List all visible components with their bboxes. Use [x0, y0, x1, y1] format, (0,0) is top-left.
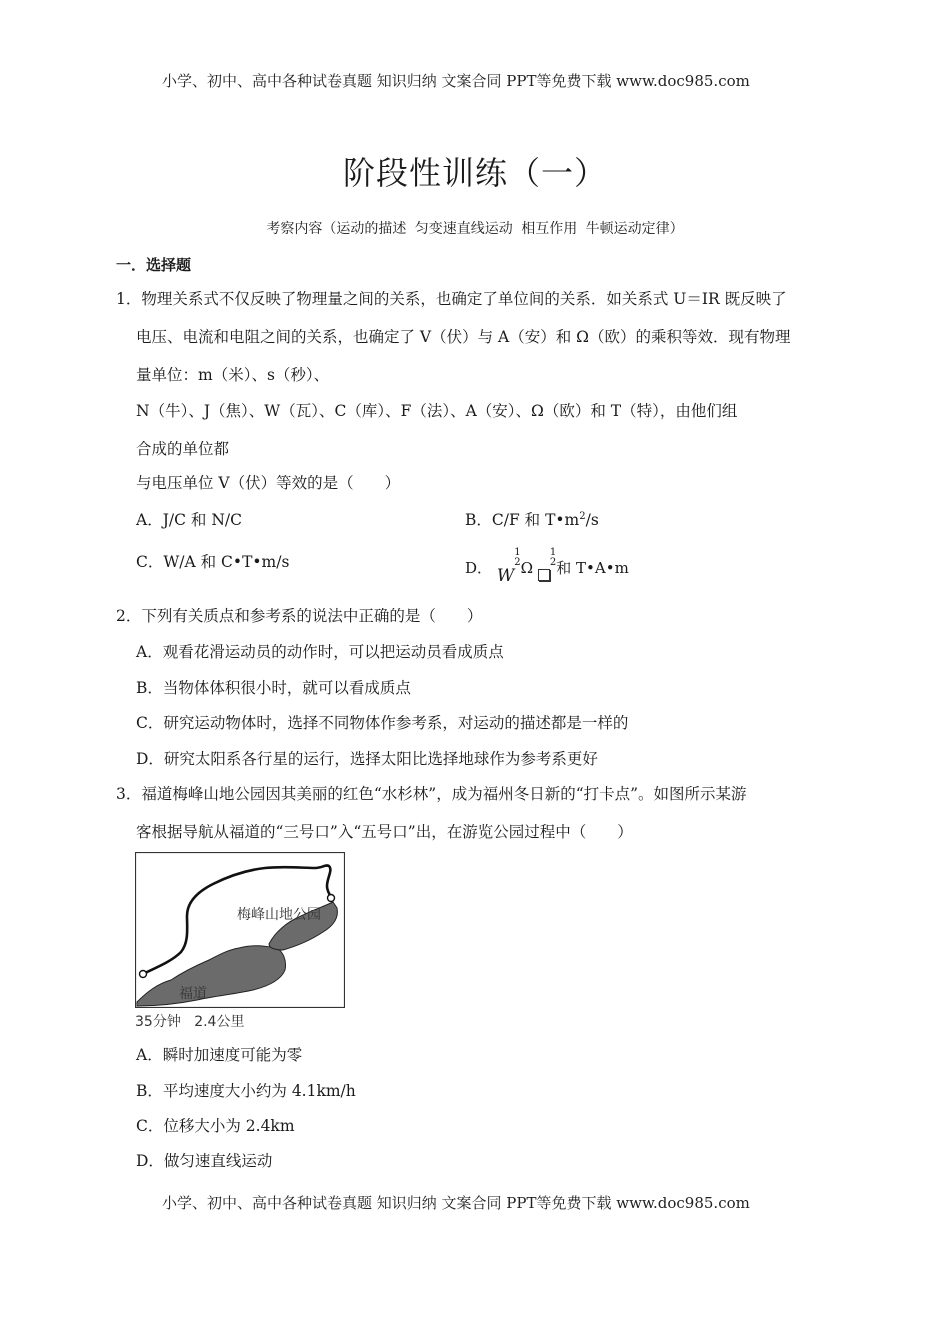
map-label-road: 福道: [179, 986, 207, 1002]
formula-w: W: [496, 566, 515, 586]
formula-half-1: 1 2: [514, 547, 521, 568]
q1-option-b: [465, 508, 599, 530]
page-footer: 小学、初中、高中各种试卷真题 知识归纳 文案合同 PPT等免费下载 www.doc985.com: [162, 1194, 750, 1212]
map-label-park: 梅峰山地公园: [237, 907, 321, 923]
q1-option-b-tail: /s: [585, 511, 599, 529]
q1-option-a: A．J/C 和 N/C: [136, 511, 242, 529]
end-point: [328, 895, 335, 902]
page-header: 小学、初中、高中各种试卷真题 知识归纳 文案合同 PPT等免费下载 www.doc985.com: [162, 72, 750, 90]
start-point: [140, 971, 147, 978]
q3-line-2: 客根据导航从福道的“三号口”入“五号口”出，在游览公园过程中（ ）: [136, 823, 633, 841]
section-heading: 一．选择题: [116, 256, 192, 274]
q1-line-5: 合成的单位都: [136, 440, 230, 458]
park-route-map: [135, 852, 345, 1008]
q3-option-b: B．平均速度大小约为 4.1km/h: [136, 1082, 356, 1100]
q2-option-d: D．研究太阳系各行星的运行，选择太阳比选择地球作为参考系更好: [136, 750, 598, 768]
q1-option-d-tail: 和 T•A•m: [556, 559, 629, 577]
placeholder-box-icon: [538, 569, 550, 581]
map-caption-distance: 2.4公里: [194, 1014, 245, 1030]
q3-option-a: A．瞬时加速度可能为零: [136, 1046, 303, 1064]
q1-line-3: 量单位：m（米）、s（秒）、: [136, 366, 330, 384]
q1-line-4: N（牛）、J（焦）、W（瓦）、C（库）、F（法）、A（安）、Ω（欧）和 T（特），由他们组: [136, 402, 738, 420]
q1-line-1: 1．物理关系式不仅反映了物理量之间的关系，也确定了单位间的关系．如关系式 U＝IR 既反映了: [116, 290, 787, 308]
q3-option-d: D．做匀速直线运动: [136, 1152, 273, 1170]
q1-option-b-exponent: 2: [579, 510, 586, 522]
q2-stem: 2．下列有关质点和参考系的说法中正确的是（ ）: [116, 607, 483, 625]
page-title: 阶段性训练（一）: [342, 154, 607, 192]
q1-line-2: 电压、电流和电阻之间的关系，也确定了 V（伏）与 A（安）和 Ω（欧）的乘积等效．现有物理: [136, 328, 791, 346]
q1-option-d: [465, 547, 629, 586]
q1-line-6: 与电压单位 V（伏）等效的是（ ）: [136, 474, 401, 492]
q1-option-d-label: D．: [465, 559, 493, 577]
formula-omega: Ω: [520, 559, 534, 577]
map-caption-time: 35分钟: [135, 1014, 181, 1030]
q3-option-c: C．位移大小为 2.4km: [136, 1117, 295, 1135]
page-subtitle: 考察内容（运动的描述 匀变速直线运动 相互作用 牛顿运动定律）: [266, 221, 684, 237]
q1-option-b-text: B．C/F 和 T•m: [465, 511, 580, 529]
q3-line-1: 3．福道梅峰山地公园因其美丽的红色“水杉林”，成为福州冬日新的“打卡点”。如图所示某游: [116, 785, 747, 803]
q2-option-b: B．当物体体积很小时，就可以看成质点: [136, 679, 411, 697]
q2-option-c: C．研究运动物体时，选择不同物体作参考系，对运动的描述都是一样的: [136, 714, 629, 732]
map-caption: [135, 1011, 244, 1031]
q2-option-a: A．观看花滑运动员的动作时，可以把运动员看成质点: [136, 643, 504, 661]
q1-option-c: C．W/A 和 C•T•m/s: [136, 553, 290, 571]
formula-half-2: 1 2: [549, 547, 557, 568]
